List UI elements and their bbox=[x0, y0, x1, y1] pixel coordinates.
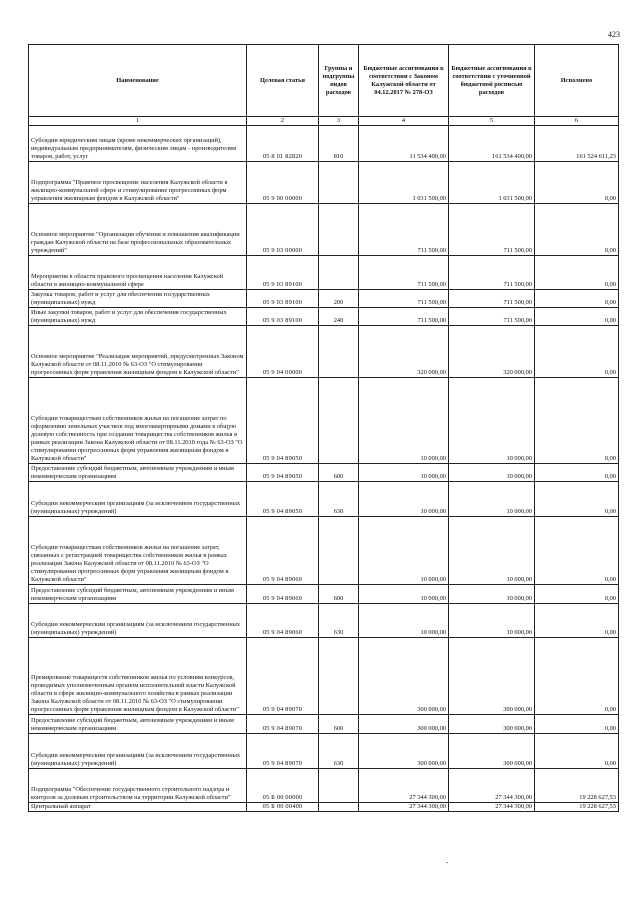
row-updated: 300 000,00 bbox=[449, 715, 535, 734]
table-row bbox=[29, 378, 619, 464]
row-group: 630 bbox=[319, 482, 359, 517]
row-updated: 10 000,00 bbox=[449, 378, 535, 464]
row-target: 05 9 04 00000 bbox=[247, 326, 319, 378]
row-law: 711 500,00 bbox=[359, 290, 449, 308]
row-target: 05 Б 00 00000 bbox=[247, 769, 319, 803]
row-updated: 27 344 300,00 bbox=[449, 769, 535, 803]
row-updated: 711 500,00 bbox=[449, 290, 535, 308]
column-number: 6 bbox=[535, 117, 619, 126]
row-law: 10 000,00 bbox=[359, 604, 449, 638]
row-name: Премирование товариществ собственников жилья по условиям конкурсов, проводимых уполномоченным органом исполнительной власти Калужской области в сфере жилищно-коммунального хозяйства в рамках реализации Закона Калужской области от 08.11.2010 № 63-ОЗ "О стимулировании прогрессивных форм управления жилищным фондом в Калужской области" bbox=[29, 638, 247, 715]
table-row bbox=[29, 517, 619, 585]
table-row bbox=[29, 585, 619, 604]
row-name: Субсидии товариществам собственников жилья на погашение затрат по оформлению земельных участков под многоквартирными домами в общую долевую собственность при создании товарищества собственников жилья в рамках реализации Закона Калужской области от 08.11.2010 года № 63-ОЗ "О стимулировании прогрессивных форм управления жилищным фондом в Калужской области" bbox=[29, 378, 247, 464]
row-target: 05 9 04 89070 bbox=[247, 734, 319, 769]
row-target: 05 9 04 89060 bbox=[247, 517, 319, 585]
row-law: 300 000,00 bbox=[359, 638, 449, 715]
row-updated: 161 534 400,00 bbox=[449, 126, 535, 162]
row-group: 600 bbox=[319, 464, 359, 482]
row-law: 10 000,00 bbox=[359, 585, 449, 604]
row-group: 600 bbox=[319, 715, 359, 734]
row-executed: 0,00 bbox=[535, 604, 619, 638]
row-target: 05 9 04 89050 bbox=[247, 482, 319, 517]
row-target: 05 9 03 89100 bbox=[247, 290, 319, 308]
row-group: 810 bbox=[319, 126, 359, 162]
column-number: 4 bbox=[359, 117, 449, 126]
budget-table bbox=[28, 44, 619, 812]
header-target: Целевая статья bbox=[247, 45, 319, 117]
row-updated: 711 500,00 bbox=[449, 204, 535, 256]
row-target: 05 9 04 89070 bbox=[247, 715, 319, 734]
row-law: 711 500,00 bbox=[359, 204, 449, 256]
row-name: Предоставление субсидий бюджетным, автономным учреждениям и иным некоммерческим организациям bbox=[29, 715, 247, 734]
table-row bbox=[29, 290, 619, 308]
row-group bbox=[319, 326, 359, 378]
row-group: 630 bbox=[319, 604, 359, 638]
table-row bbox=[29, 126, 619, 162]
row-group bbox=[319, 803, 359, 812]
row-executed: 0,00 bbox=[535, 638, 619, 715]
row-executed: 0,00 bbox=[535, 204, 619, 256]
row-law: 11 534 400,00 bbox=[359, 126, 449, 162]
table-row bbox=[29, 326, 619, 378]
row-executed: 0,00 bbox=[535, 162, 619, 204]
row-group bbox=[319, 378, 359, 464]
row-target: 05 9 04 89060 bbox=[247, 604, 319, 638]
row-target: 05 9 04 89070 bbox=[247, 638, 319, 715]
row-executed: 0,00 bbox=[535, 517, 619, 585]
row-updated: 300 000,00 bbox=[449, 638, 535, 715]
row-group bbox=[319, 204, 359, 256]
row-executed: 0,00 bbox=[535, 290, 619, 308]
column-number-row bbox=[29, 117, 619, 126]
row-law: 10 000,00 bbox=[359, 517, 449, 585]
row-law: 300 000,00 bbox=[359, 734, 449, 769]
row-name: Подпрограмма "Обеспечение государственного строительного надзора и контроля за долевым строительством на территории Калужской области" bbox=[29, 769, 247, 803]
table-row bbox=[29, 204, 619, 256]
table-row bbox=[29, 769, 619, 803]
row-executed: 0,00 bbox=[535, 464, 619, 482]
row-executed: 19 228 627,53 bbox=[535, 803, 619, 812]
row-updated: 10 000,00 bbox=[449, 517, 535, 585]
row-target: 05 9 03 89100 bbox=[247, 308, 319, 326]
row-target: 05 9 03 89100 bbox=[247, 256, 319, 290]
row-target: 05 Б 00 00400 bbox=[247, 803, 319, 812]
row-law: 320 000,00 bbox=[359, 326, 449, 378]
row-law: 27 344 300,00 bbox=[359, 769, 449, 803]
row-group bbox=[319, 162, 359, 204]
row-name: Основное мероприятие "Реализация мероприятий, предусмотренных Законом Калужской области от 08.11.2010 № 63-ОЗ "О стимулировании прогрессивных форм управления жилищным фондом в Калужской области" bbox=[29, 326, 247, 378]
row-executed: 0,00 bbox=[535, 326, 619, 378]
table-row bbox=[29, 638, 619, 715]
column-number: 3 bbox=[319, 117, 359, 126]
row-target: 05 9 04 89050 bbox=[247, 464, 319, 482]
row-name: Предоставление субсидий бюджетным, автономным учреждениям и иным некоммерческим организациям bbox=[29, 464, 247, 482]
table-row bbox=[29, 734, 619, 769]
row-target: 05 9 04 89050 bbox=[247, 378, 319, 464]
row-group bbox=[319, 256, 359, 290]
column-number: 2 bbox=[247, 117, 319, 126]
header-row bbox=[29, 45, 619, 117]
row-group: 630 bbox=[319, 734, 359, 769]
row-updated: 10 000,00 bbox=[449, 585, 535, 604]
header-executed: Исполнено bbox=[535, 45, 619, 117]
row-executed: 161 524 611,23 bbox=[535, 126, 619, 162]
table-row bbox=[29, 256, 619, 290]
row-updated: 711 500,00 bbox=[449, 308, 535, 326]
row-group: 240 bbox=[319, 308, 359, 326]
header-allocations-law: Бюджетные ассигнования в соответствии с Законом Калужской области от 04.12.2017 № 278-ОЗ bbox=[359, 45, 449, 117]
row-target: 05 9 04 89060 bbox=[247, 585, 319, 604]
table-row bbox=[29, 464, 619, 482]
table-row bbox=[29, 162, 619, 204]
row-updated: 10 000,00 bbox=[449, 482, 535, 517]
row-executed: 0,00 bbox=[535, 585, 619, 604]
row-updated: 1 031 500,00 bbox=[449, 162, 535, 204]
row-executed: 0,00 bbox=[535, 734, 619, 769]
row-name: Субсидии товариществам собственников жилья на погашение затрат, связанных с регистрацией товарищества собственников жилья в рамках реализации Закона Калужской области от 08.11.2010 № 63-ОЗ "О стимулировании прогрессивных форм управления жилищным фондом в Калужской области" bbox=[29, 517, 247, 585]
scan-speck bbox=[446, 862, 448, 863]
row-group bbox=[319, 517, 359, 585]
row-name: Основное мероприятие "Организация обучения и повышения квалификации граждан Калужской области на базе профессиональных образовательных учреждений" bbox=[29, 204, 247, 256]
row-executed: 19 228 627,53 bbox=[535, 769, 619, 803]
column-number: 1 bbox=[29, 117, 247, 126]
row-updated: 711 500,00 bbox=[449, 256, 535, 290]
row-name: Предоставление субсидий бюджетным, автономным учреждениям и иным некоммерческим организациям bbox=[29, 585, 247, 604]
row-law: 10 000,00 bbox=[359, 378, 449, 464]
row-law: 10 000,00 bbox=[359, 482, 449, 517]
page-number: 423 bbox=[608, 30, 620, 39]
row-executed: 0,00 bbox=[535, 482, 619, 517]
row-group: 200 bbox=[319, 290, 359, 308]
row-name: Мероприятия в области правового просвещения населения Калужской области в жилищно-коммунальной сфере bbox=[29, 256, 247, 290]
row-updated: 320 000,00 bbox=[449, 326, 535, 378]
row-law: 10 000,00 bbox=[359, 464, 449, 482]
row-executed: 0,00 bbox=[535, 256, 619, 290]
header-allocations-updated: Бюджетные ассигнования в соответствии с уточненной бюджетной росписью расходов bbox=[449, 45, 535, 117]
table-row bbox=[29, 715, 619, 734]
row-name: Подпрограмма "Правовое просвещение населения Калужской области в жилищно-коммунальной сфере и стимулирование прогрессивных форм управления жилищным фондом в Калужской области" bbox=[29, 162, 247, 204]
row-name: Центральный аппарат bbox=[29, 803, 247, 812]
header-name: Наименование bbox=[29, 45, 247, 117]
row-updated: 300 000,00 bbox=[449, 734, 535, 769]
row-target: 05 9 03 00000 bbox=[247, 204, 319, 256]
table-row bbox=[29, 482, 619, 517]
row-updated: 10 000,00 bbox=[449, 604, 535, 638]
row-group bbox=[319, 769, 359, 803]
table-row bbox=[29, 604, 619, 638]
row-name: Субсидии некоммерческим организациям (за исключением государственных (муниципальных) учреждений) bbox=[29, 482, 247, 517]
row-executed: 0,00 bbox=[535, 308, 619, 326]
row-law: 711 500,00 bbox=[359, 308, 449, 326]
row-updated: 10 000,00 bbox=[449, 464, 535, 482]
row-executed: 0,00 bbox=[535, 378, 619, 464]
header-group: Группы и подгруппы видов расходов bbox=[319, 45, 359, 117]
table-row bbox=[29, 308, 619, 326]
row-target: 05 8 01 82820 bbox=[247, 126, 319, 162]
row-group bbox=[319, 638, 359, 715]
row-name: Закупка товаров, работ и услуг для обеспечения государственных (муниципальных) нужд bbox=[29, 290, 247, 308]
row-updated: 27 344 300,00 bbox=[449, 803, 535, 812]
row-law: 300 000,00 bbox=[359, 715, 449, 734]
row-name: Субсидии некоммерческим организациям (за исключением государственных (муниципальных) учреждений) bbox=[29, 734, 247, 769]
row-executed: 0,00 bbox=[535, 715, 619, 734]
row-name: Субсидии юридическим лицам (кроме некоммерческих организаций), индивидуальным предпринимателям, физическим лицам - производителям товаров, работ, услуг bbox=[29, 126, 247, 162]
row-name: Иные закупки товаров, работ и услуг для обеспечения государственных (муниципальных) нужд bbox=[29, 308, 247, 326]
table-row bbox=[29, 803, 619, 812]
row-law: 711 500,00 bbox=[359, 256, 449, 290]
row-law: 1 031 500,00 bbox=[359, 162, 449, 204]
row-group: 600 bbox=[319, 585, 359, 604]
row-law: 27 344 300,00 bbox=[359, 803, 449, 812]
column-number: 5 bbox=[449, 117, 535, 126]
row-target: 05 9 00 00000 bbox=[247, 162, 319, 204]
row-name: Субсидии некоммерческим организациям (за исключением государственных (муниципальных) учреждений) bbox=[29, 604, 247, 638]
